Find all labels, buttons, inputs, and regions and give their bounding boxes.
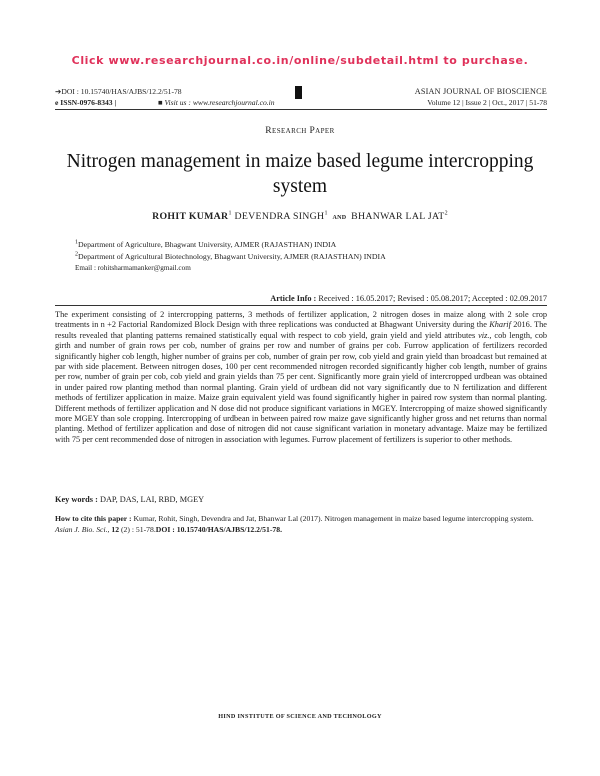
- author-affiliation-marker: 1: [324, 210, 328, 217]
- citation-text: Kumar, Rohit, Singh, Devendra and Jat, Bhanwar Lal (2017). Nitrogen management in maize based legume intercropping system.: [131, 514, 534, 523]
- abstract-text: cob length, cob girth and number of grain rows per cob, number of grains per row and number of grains per cob. Furrow application of fertilizers recorded significantly higher cob length, higher number of grains per cob, number of grain per row, cob yield and grain yield than broadcast but remained at par with side placement. Between nitrogen doses, 100 per cent recommended nitrogen recorded significantly higher cob length, number of grains per row, number of grain per cob, cob yield and grain yields than 75 per cent. Significantly more grain yield of intercropped urdbean was obtained in under paired row planting method than normal planting. Grain yield of urdbean did not vary significantly due to N fertilization and different methods of fertilizer application in maize. Maize grain equivalent yield was found significantly higher in paired row system than normal planting. Different methods of fertilizer application and N dose did not produce significant variations in MGEY. Intercropping of maize showed significantly more MGEY than sole cropping. Intercropping of urdbean in between paired row maize gave significantly higher gross and net returns than normal planting. Method of fertilizer application and dose of nitrogen did not cause significant variation in monetary advantage. Maize may be fertilized with 75 per cent recommended dose of nitrogen in association with legumes. Furrow placement of fertilizers is superior to other methods.: [55, 330, 547, 444]
- abstract-text: 2016. The results revealed that planting patterns remained statistically equal with respect to cob yield, grain yield and yield attributes: [55, 320, 547, 340]
- purchase-banner[interactable]: [0, 54, 600, 67]
- author-affiliation-marker: 1: [228, 210, 232, 217]
- visit-us-link[interactable]: ■ Visit us : www.researchjournal.co.in: [158, 98, 275, 107]
- affiliation-marker: 1: [75, 239, 78, 246]
- abstract-divider: [55, 305, 547, 306]
- affiliation-text: Department of Agricultural Biotechnology, Bhagwant University, AJMER (RAJASTHAN) INDIA: [78, 252, 386, 261]
- author-name: DEVENDRA SINGH: [234, 211, 325, 222]
- volume-info: Volume 12 | Issue 2 | Oct., 2017 | 51-78: [427, 98, 547, 107]
- citation-journal: Asian J. Bio. Sci.,: [55, 524, 110, 534]
- keywords-text: DAP, DAS, LAI, RBD, MGEY: [97, 495, 205, 504]
- author-name: ROHIT KUMAR: [152, 211, 229, 222]
- doi-header[interactable]: ➔DOI : 10.15740/HAS/AJBS/12.2/51-78: [55, 87, 182, 96]
- corresponding-email[interactable]: Email : rohitsharmamanker@gmail.com: [75, 264, 191, 272]
- keywords: [55, 495, 547, 504]
- section-label: Research Paper: [265, 126, 335, 136]
- abstract-italic-term: Kharif: [489, 320, 511, 330]
- paper-title: Nitrogen management in maize based legume intercropping system: [66, 151, 534, 197]
- author-list: [0, 211, 600, 222]
- purchase-link[interactable]: Click www.researchjournal.co.in/online/subdetail.html to purchase.: [71, 54, 529, 67]
- abstract: [55, 310, 547, 445]
- affiliation-1: [75, 240, 336, 249]
- journal-name: ASIAN JOURNAL OF BIOSCIENCE: [414, 87, 547, 96]
- citation-volume: 12: [109, 524, 120, 534]
- article-info-label: Article Info :: [270, 294, 317, 303]
- citation-pages: (2) : 51-78.: [119, 524, 156, 534]
- author-affiliation-marker: 2: [444, 210, 448, 217]
- affiliation-text: Department of Agriculture, Bhagwant University, AJMER (RAJASTHAN) INDIA: [78, 240, 337, 249]
- article-info: [270, 294, 547, 303]
- citation: [55, 514, 547, 535]
- abstract-text: The experiment consisting of 2 intercropping patterns, 3 methods of fertilizer application, 2 nitrogen doses in maize along with 2 sole crop treatments in n +2 Factorial Randomized Block Design with three replications was conducted at Bhagwant University during the: [55, 310, 547, 330]
- header-divider: [55, 109, 547, 110]
- author-conjunction: and: [332, 211, 347, 221]
- abstract-italic-term: viz.,: [478, 330, 492, 340]
- affiliation-marker: 2: [75, 251, 78, 258]
- publisher-footer: HIND INSTITUTE OF SCIENCE AND TECHNOLOGY: [218, 713, 382, 720]
- citation-label: How to cite this paper :: [55, 514, 132, 523]
- citation-doi[interactable]: DOI : 10.15740/HAS/AJBS/12.2/51-78.: [155, 524, 283, 534]
- issn: e ISSN-0976-8343 |: [55, 98, 117, 107]
- article-info-dates: Received : 16.05.2017; Revised : 05.08.2017; Accepted : 02.09.2017: [318, 294, 547, 303]
- affiliation-2: [75, 252, 386, 261]
- header-square-icon: [295, 86, 302, 99]
- keywords-label: Key words :: [55, 495, 98, 504]
- author-name: BHANWAR LAL JAT: [351, 211, 445, 222]
